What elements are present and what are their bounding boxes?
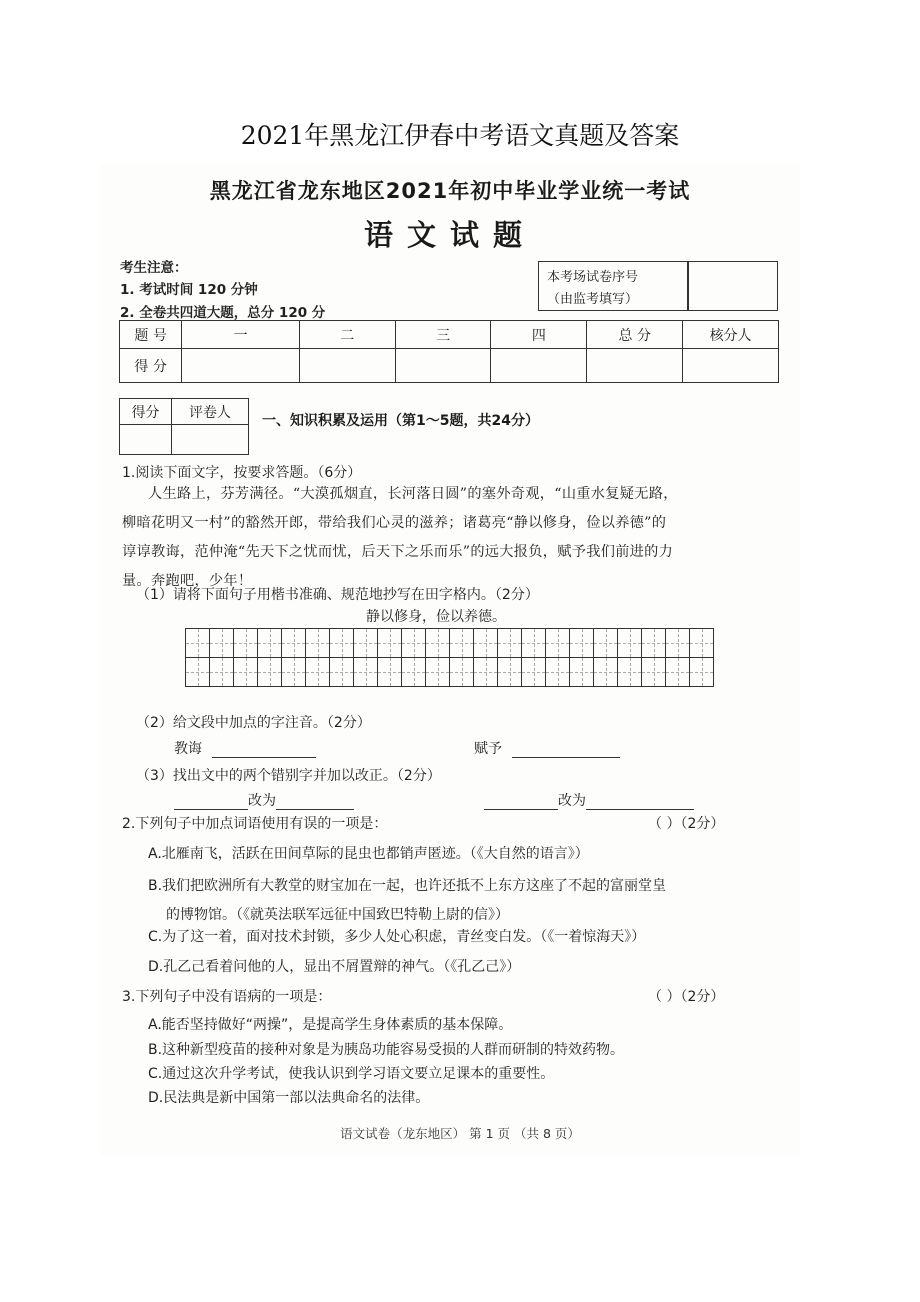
tianzige-cell[interactable]: [402, 658, 426, 687]
score-table-cell: 总 分: [587, 321, 683, 349]
tianzige-cell[interactable]: [306, 658, 330, 687]
q1-sub3-change-label: 改为: [558, 793, 586, 809]
q1-sub1-sentence: 静以修身，俭以养德。: [366, 609, 506, 625]
q1-sub3-change-label: 改为: [248, 793, 276, 809]
tianzige-guide-line: [486, 658, 487, 686]
q3-option-c: C.通过这次升学考试，使我认识到学习语文要立足课本的重要性。: [148, 1066, 555, 1082]
tianzige-cell[interactable]: [450, 629, 474, 658]
tianzige-guide-line: [654, 629, 655, 657]
notice-item-1: 1. 考试时间 120 分钟: [120, 282, 258, 298]
tianzige-cell[interactable]: [258, 629, 282, 658]
q1-sub1: （1）请将下面句子用楷书准确、规范地抄写在田字格内。（2分）: [136, 587, 539, 603]
q3-option-b: B.这种新型疫苗的接种对象是为胰岛功能容易受损的人群而研制的特效药物。: [148, 1042, 625, 1058]
notice-item-2: 2. 全卷共四道大题，总分 120 分: [120, 305, 326, 321]
tianzige-cell[interactable]: [450, 658, 474, 687]
tianzige-guide-line: [582, 658, 583, 686]
score-table-cell: 题 号: [120, 321, 182, 349]
tianzige-cell[interactable]: [642, 629, 666, 658]
tianzige-guide-line: [678, 658, 679, 686]
tianzige-cell[interactable]: [690, 629, 714, 658]
score-blank[interactable]: [683, 349, 779, 383]
q1-sub3-blank[interactable]: [276, 809, 354, 810]
tianzige-cell[interactable]: [474, 658, 498, 687]
tianzige-guide-line: [294, 658, 295, 686]
tianzige-guide-line: [438, 629, 439, 657]
tianzige-cell[interactable]: [330, 629, 354, 658]
tianzige-cell[interactable]: [282, 629, 306, 658]
tianzige-guide-line: [318, 629, 319, 657]
document-title: 2021年黑龙江伊春中考语文真题及答案: [240, 121, 680, 150]
q1-sub3-blank[interactable]: [174, 809, 248, 810]
tianzige-cell[interactable]: [498, 629, 522, 658]
tianzige-guide-line: [366, 629, 367, 657]
score-blank[interactable]: [491, 349, 587, 383]
tianzige-cell[interactable]: [594, 629, 618, 658]
q1-sub2-blank2[interactable]: [512, 757, 620, 758]
q3-stem: 3.下列句子中没有语病的一项是：: [122, 989, 332, 1005]
tianzige-cell[interactable]: [354, 658, 378, 687]
tianzige-cell[interactable]: [642, 658, 666, 687]
tianzige-cell[interactable]: [546, 629, 570, 658]
tianzige-cell[interactable]: [666, 629, 690, 658]
tianzige-guide-line: [606, 658, 607, 686]
score-table-header-row: [120, 321, 779, 349]
tianzige-cell[interactable]: [186, 629, 210, 658]
tianzige-guide-line: [534, 629, 535, 657]
tianzige-cell[interactable]: [618, 629, 642, 658]
tianzige-cell[interactable]: [210, 629, 234, 658]
tianzige-guide-line: [606, 629, 607, 657]
tianzige-cell[interactable]: [258, 658, 282, 687]
subject-title: 语文试题: [363, 218, 536, 252]
tianzige-cell[interactable]: [498, 658, 522, 687]
tianzige-guide-line: [270, 658, 271, 686]
q3-option-a: A.能否坚持做好“两操”，是提高学生身体素质的基本保障。: [148, 1017, 513, 1033]
q3-answer-bracket[interactable]: （ ）（2分）: [648, 989, 725, 1005]
tianzige-cell[interactable]: [186, 658, 210, 687]
tianzige-guide-line: [462, 629, 463, 657]
tianzige-cell[interactable]: [402, 629, 426, 658]
tianzige-cell[interactable]: [546, 658, 570, 687]
q1-passage-line: 人生路上，芬芳满径。“大漠孤烟直，长河落日圆”的塞外奇观，“山重水复疑无路，: [148, 486, 678, 502]
tianzige-guide-line: [294, 629, 295, 657]
q1-sub2-word2: 赋予: [474, 741, 502, 757]
tianzige-guide-line: [246, 658, 247, 686]
tianzige-cell[interactable]: [522, 658, 546, 687]
serial-box-divider: [687, 261, 689, 310]
page-footer: 语文试卷（龙东地区） 第 1 页 （共 8 页）: [340, 1126, 580, 1141]
tianzige-cell[interactable]: [234, 658, 258, 687]
section1-title: 一、知识积累及运用（第1～5题，共24分）: [262, 413, 539, 429]
q1-sub2-word1-row: [174, 738, 316, 758]
tianzige-cell[interactable]: [474, 629, 498, 658]
tianzige-cell[interactable]: [570, 629, 594, 658]
tianzige-cell[interactable]: [282, 658, 306, 687]
tianzige-guide-line: [438, 658, 439, 686]
grader-score-blank[interactable]: [120, 425, 172, 455]
q1-sub2: （2）给文段中加点的字注音。（2分）: [136, 715, 371, 731]
serial-box-note: （由监考填写）: [547, 292, 639, 307]
tianzige-guide-line: [654, 658, 655, 686]
tianzige-guide-line: [678, 629, 679, 657]
grader-box: [119, 398, 249, 455]
q1-stem: 1.阅读下面文字，按要求答题。（6分）: [122, 465, 362, 481]
tianzige-guide-line: [342, 629, 343, 657]
score-table-cell: 一: [182, 321, 300, 349]
tianzige-guide-line: [414, 658, 415, 686]
tianzige-guide-line: [558, 658, 559, 686]
notice-heading: 考生注意：: [120, 260, 188, 276]
tianzige-guide-line: [510, 658, 511, 686]
q1-sub3-row2: [484, 790, 694, 810]
tianzige-cell[interactable]: [618, 658, 642, 687]
tianzige-guide-line: [198, 629, 199, 657]
tianzige-cell[interactable]: [522, 629, 546, 658]
tianzige-guide-line: [702, 629, 703, 657]
score-blank[interactable]: [395, 349, 491, 383]
score-blank[interactable]: [587, 349, 683, 383]
tianzige-guide-line: [342, 658, 343, 686]
tianzige-guide-line: [390, 658, 391, 686]
tianzige-guide-line: [366, 658, 367, 686]
tianzige-guide-line: [270, 629, 271, 657]
q1-passage-line: 谆谆教诲，范仲淹“先天下之忧而忧，后天下之乐而乐”的远大报负，赋予我们前进的力: [122, 544, 674, 560]
grader-name-label: 评卷人: [171, 399, 248, 425]
q1-sub2-word1: 教诲: [174, 741, 202, 757]
tianzige-cell[interactable]: [570, 658, 594, 687]
grader-name-blank[interactable]: [171, 425, 248, 455]
q1-passage-line: 柳暗花明又一村”的豁然开郎，带给我们心灵的滋养；诸葛亮“静以修身，俭以养德”的: [122, 515, 667, 531]
tianzige-guide-line: [534, 658, 535, 686]
tianzige-guide-line: [582, 629, 583, 657]
serial-number-box: [538, 261, 778, 311]
tianzige-cell[interactable]: [666, 658, 690, 687]
tianzige-guide-line: [558, 629, 559, 657]
tianzige-guide-line: [198, 658, 199, 686]
q3-option-d: D.民法典是新中国第一部以法典命名的法律。: [148, 1090, 430, 1106]
q2-stem: 2.下列句子中加点词语使用有误的一项是：: [122, 816, 388, 832]
tianzige-guide-line: [246, 629, 247, 657]
score-table-cell: 二: [299, 321, 395, 349]
exam-title: 黑龙江省龙东地区2021年初中毕业学业统一考试: [209, 179, 691, 203]
q1-sub3-blank[interactable]: [484, 809, 558, 810]
tianzige-cell[interactable]: [594, 658, 618, 687]
tianzige-cell[interactable]: [378, 629, 402, 658]
score-table-cell: 四: [491, 321, 587, 349]
tianzige-guide-line: [222, 629, 223, 657]
q2-option-a: A.北雁南飞，活跃在田间草际的昆虫也都销声匿迹。（《大自然的语言》）: [148, 846, 589, 862]
grader-score-label: 得分: [120, 399, 172, 425]
tianzige-cell[interactable]: [426, 658, 450, 687]
tianzige-cell[interactable]: [354, 629, 378, 658]
q1-passage-line: 量。奔跑吧，少年！: [122, 573, 253, 589]
tianzige-grid[interactable]: [185, 628, 714, 687]
tianzige-cell[interactable]: [378, 658, 402, 687]
q2-option-b: B.我们把欧洲所有大教堂的财宝加在一起，也许还抵不上东方这座了不起的富丽堂皇: [148, 878, 667, 894]
tianzige-cell[interactable]: [426, 629, 450, 658]
tianzige-guide-line: [390, 629, 391, 657]
q1-sub3: （3）找出文中的两个错别字并加以改正。（2分）: [136, 768, 441, 784]
tianzige-guide-line: [462, 658, 463, 686]
q1-sub2-blank1[interactable]: [212, 757, 316, 758]
tianzige-guide-line: [414, 629, 415, 657]
q1-sub3-blank[interactable]: [586, 809, 694, 810]
tianzige-cell[interactable]: [330, 658, 354, 687]
score-table-cell: 三: [395, 321, 491, 349]
tianzige-guide-line: [630, 629, 631, 657]
score-blank[interactable]: [299, 349, 395, 383]
tianzige-cell[interactable]: [306, 629, 330, 658]
tianzige-guide-line: [630, 658, 631, 686]
score-table: [119, 320, 779, 383]
q2-answer-bracket[interactable]: （ ）（2分）: [648, 816, 725, 832]
tianzige-guide-line: [510, 629, 511, 657]
tianzige-guide-line: [486, 629, 487, 657]
score-table-score-row: [120, 349, 779, 383]
tianzige-cell[interactable]: [210, 658, 234, 687]
serial-box-label: 本考场试卷序号: [547, 270, 639, 285]
tianzige-cell[interactable]: [690, 658, 714, 687]
tianzige-cell[interactable]: [234, 629, 258, 658]
tianzige-guide-line: [318, 658, 319, 686]
score-table-cell: 得 分: [120, 349, 182, 383]
score-blank[interactable]: [182, 349, 300, 383]
score-table-cell: 核分人: [683, 321, 779, 349]
q1-sub2-word2-row: [474, 738, 620, 758]
q1-sub3-row1: [174, 790, 354, 810]
tianzige-guide-line: [702, 658, 703, 686]
tianzige-guide-line: [222, 658, 223, 686]
q2-option-b-cont: 的博物馆。（《就英法联军远征中国致巴特勒上尉的信》）: [166, 907, 509, 923]
q2-option-d: D.孔乙己看着问他的人，显出不屑置辩的神气。（《孔乙己》）: [148, 959, 521, 975]
q2-option-c: C.为了这一着，面对技术封锁，多少人处心积虑，青丝变白发。（《一着惊海天》）: [148, 929, 646, 945]
